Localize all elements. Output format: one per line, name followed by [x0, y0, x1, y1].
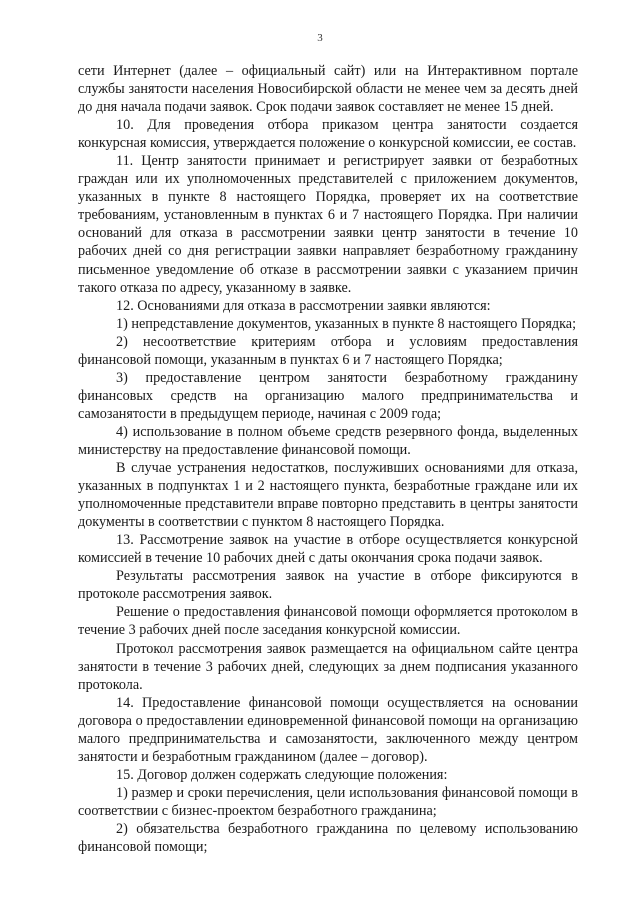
- paragraph-12-item-2: 2) несоответствие критериям отбора и условиям предоставления финансовой помощи, указанным в пунктах 6 и 7 настоящего Порядка;: [78, 333, 578, 368]
- paragraph-continuation: сети Интернет (далее – официальный сайт) или на Интерактивном портале службы занятости населения Новосибирской области не менее чем за десять дней до дня начала подачи заявок. Срок подачи заявок составляет не менее 15 дней.: [78, 63, 578, 116]
- paragraph-12: 12. Основаниями для отказа в рассмотрении заявки являются:: [116, 297, 491, 314]
- paragraph-13-protocol: Протокол рассмотрения заявок размещается на официальном сайте центра занятости в течение 3 рабочих дней, следующих за днем подписания указанного протокола.: [78, 640, 578, 693]
- paragraph-13-decision: Решение о предоставления финансовой помощи оформляется протоколом в течение 3 рабочих дней после заседания конкурсной комиссии.: [78, 604, 578, 639]
- paragraph-13: 13. Рассмотрение заявок на участие в отборе осуществляется конкурсной комиссией в течение 10 рабочих дней с даты окончания срока подачи заявок.: [78, 532, 578, 567]
- document-body: [78, 62, 578, 856]
- page-number: 3: [317, 32, 323, 44]
- paragraph-12-item-3: 3) предоставление центром занятости безработному гражданину финансовых средств на организацию малого предпринимательства и самозанятости в предыдущем периоде, начиная с 2009 года;: [78, 369, 578, 422]
- paragraph-15-item-1: 1) размер и сроки перечисления, цели использования финансовой помощи в соответствии с бизнес-проектом безработного гражданина;: [78, 784, 578, 819]
- paragraph-15: 15. Договор должен содержать следующие положения:: [116, 766, 448, 783]
- paragraph-10: 10. Для проведения отбора приказом центра занятости создается конкурсная комиссия, утверждается положение о конкурсной комиссии, ее состав.: [78, 117, 578, 152]
- paragraph-11: 11. Центр занятости принимает и регистрирует заявки от безработных граждан или их уполномоченных представителей с приложением документов, указанных в пункте 8 настоящего Порядка, проверяет их на соответствие требованиям, установленным в пунктах 6 и 7 настоящего Порядка. При наличии оснований для отказа в рассмотрении заявки центр занятости в течение 10 рабочих дней со дня регистрации заявки направляет безработному гражданину письменное уведомление об отказе в рассмотрении заявки с указанием причин такого отказа по адресу, указанному в заявке.: [78, 153, 578, 296]
- paragraph-12-item-4: 4) использование в полном объеме средств резервного фонда, выделенных министерству на предоставление финансовой помощи.: [78, 423, 578, 458]
- paragraph-12-item-1: 1) непредставление документов, указанных в пункте 8 настоящего Порядка;: [116, 315, 577, 332]
- paragraph-14: 14. Предоставление финансовой помощи осуществляется на основании договора о предоставлении единовременной финансовой помощи на организацию малого предпринимательства и самозанятости, заключенного между центром занятости и безработным гражданином (далее – договор).: [78, 694, 578, 765]
- paragraph-13-results: Результаты рассмотрения заявок на участие в отборе фиксируются в протоколе рассмотрения заявок.: [78, 568, 578, 603]
- paragraph-15-item-2: 2) обязательства безработного гражданина по целевому использованию финансовой помощи;: [78, 820, 578, 856]
- paragraph-12-note: В случае устранения недостатков, послуживших основаниями для отказа, указанных в подпунктах 1 и 2 настоящего пункта, безработные граждане или их уполномоченные представители вправе повторно представить в центры занятости документы в соответствии с пунктом 8 настоящего Порядка.: [78, 460, 578, 531]
